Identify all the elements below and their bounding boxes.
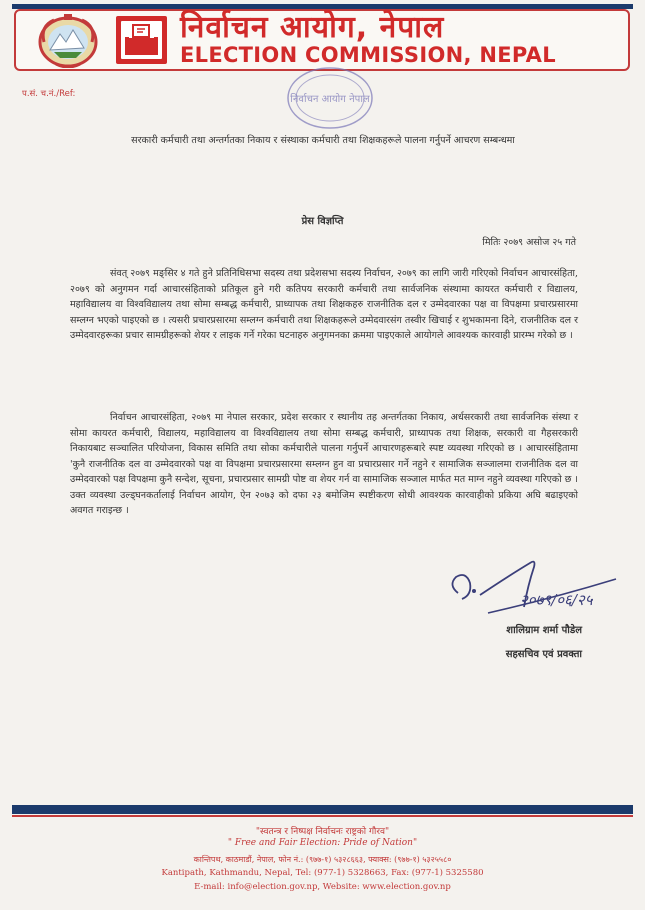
press-release-title: प्रेस विज्ञप्ति bbox=[301, 216, 344, 227]
contact-info: E-mail: info@election.gov.np, Website: www.election.gov.np bbox=[194, 882, 451, 892]
footer-accent-rule bbox=[12, 815, 633, 817]
commission-title-english: ELECTION COMMISSION, NEPAL bbox=[180, 43, 556, 67]
commission-title-nepali: निर्वाचन आयोग, नेपाल bbox=[180, 10, 445, 45]
letter-subject: सरकारी कर्मचारी तथा अन्तर्गतका निकाय र संस्थाका कर्मचारी तथा शिक्षकहरूले पालना गर्नुपर्ने आचरण सम्बन्धमा bbox=[131, 135, 515, 146]
signer-name: शालिग्राम शर्मा पौडेल bbox=[506, 625, 582, 636]
address-nepali: कान्तिपथ, काठमाडौं, नेपाल, फोन नं.: (९७७-१) ५३२८६६३, फ्याक्स: (९७७-१) ५३२५५८० bbox=[193, 855, 452, 864]
motto-nepali: "स्वतन्त्र र निष्पक्ष निर्वाचनः राष्ट्रको गौरव" bbox=[255, 827, 390, 837]
reference-label: प.सं. च.नं./Ref: bbox=[22, 89, 76, 99]
handwritten-signature bbox=[440, 555, 620, 620]
motto-english: " Free and Fair Election: Pride of Nation" bbox=[227, 838, 418, 848]
body-paragraph-1: संवत् २०७९ मङ्सिर ४ गते हुने प्रतिनिधिसभा सदस्य तथा प्रदेशसभा सदस्य निर्वाचन, २०७९ का लागि जारी गरिएको निर्वाचन आचारसंहिता, २०७९ को अनुगमन गर्दा आचारसंहिताको प्रतिकूल हुने गरी कतिपय सरकारी कर्मचारी तथा सार्वजनिक संस्थामा कायरत कर्मचारी र विद्यालय, महाविद्यालय वा विश्वविद्यालय तथा सोमा सम्बद्ध कर्मचारी, प्राध्यापक तथा शिक्षकहरु राजनीतिक दल र उम्मेदवारका पक्ष वा विपक्षमा प्रचारप्रसारमा सम्लग्न भएको पाइएको छ । त्यसरी प्रचारप्रसारमा सम्लग्न कर्मचारी तथा शिक्षकहरूले उम्मेदवारसंग तस्वीर खिचाई र शुभकामना दिने, राजनीतिक दल र उम्मेदवारहरूका प्रचार सामग्रीहरूको शेयर र लाइक गर्ने गरेका घटनाहरु अनुगमनका क्रममा पाइएकाले आयोगले आवश्यक कारवाही प्रारम्भ गरेको छ । bbox=[70, 268, 578, 341]
stamp-text: निर्वाचन आयोग नेपाल bbox=[290, 94, 370, 105]
signer-title: सहसचिव एवं प्रवक्ता bbox=[505, 649, 582, 660]
signature-date: २०७९/०६/२५ bbox=[520, 591, 593, 609]
nepal-emblem-icon bbox=[36, 12, 100, 68]
official-stamp-icon bbox=[278, 62, 378, 132]
body-paragraph-2: निर्वाचन आचारसंहिता, २०७९ मा नेपाल सरकार, प्रदेश सरकार र स्थानीय तह अन्तर्गतका निकाय, अर्धसरकारी तथा सार्वजनिक संस्था र सोमा कायरत कर्मचारी, विद्यालय, महाविद्यालय वा विश्वविद्यालय तथा सोमा सम्बद्ध कर्मचारी, प्राध्यापक तथा शिक्षक, सरकारी वा गैहसरकारी निकायबाट सञ्चालित परियोजना, विकास समिति तथा सोका कर्मचारीले पालना गर्नुपर्ने आचारणहरूबारे स्पष्ट व्यवस्था गरिएको छ । आचारसंहितामा 'कुनै राजनीतिक दल वा उम्मेदवारको पक्ष वा विपक्षमा प्रचारप्रसारमा सम्लग्न हुन वा प्रचारप्रसार गर्ने नहुने र सामाजिक सञ्जालमा राजनीतिक दल वा उम्मेदवारको पक्ष विपक्षमा कुनै सन्देश, सूचना, प्रचारप्रसार सामग्री पोष्ट वा शेयर गर्न वा सामाजिक सञ्जाल मार्फत मत माग्न नहुने व्यवस्था गरिएको छ । उक्त व्यवस्था उल्ड्घनकर्तालाई निर्वाचन आयोग, ऐन २०७३ को दफा २३ बमोजिम स्पष्टीकरण सोधी आवश्यक कारवाहीको प्रकिया अघि बढाइएको अवगत गराइन्छ । bbox=[70, 412, 578, 516]
release-date: मितिः २०७९ असोज २५ गते bbox=[482, 237, 576, 248]
footer-rule bbox=[12, 805, 633, 814]
address-english: Kantipath, Kathmandu, Nepal, Tel: (977-1) 5328663, Fax: (977-1) 5325580 bbox=[161, 868, 484, 878]
ballot-box-logo-icon bbox=[115, 15, 168, 65]
